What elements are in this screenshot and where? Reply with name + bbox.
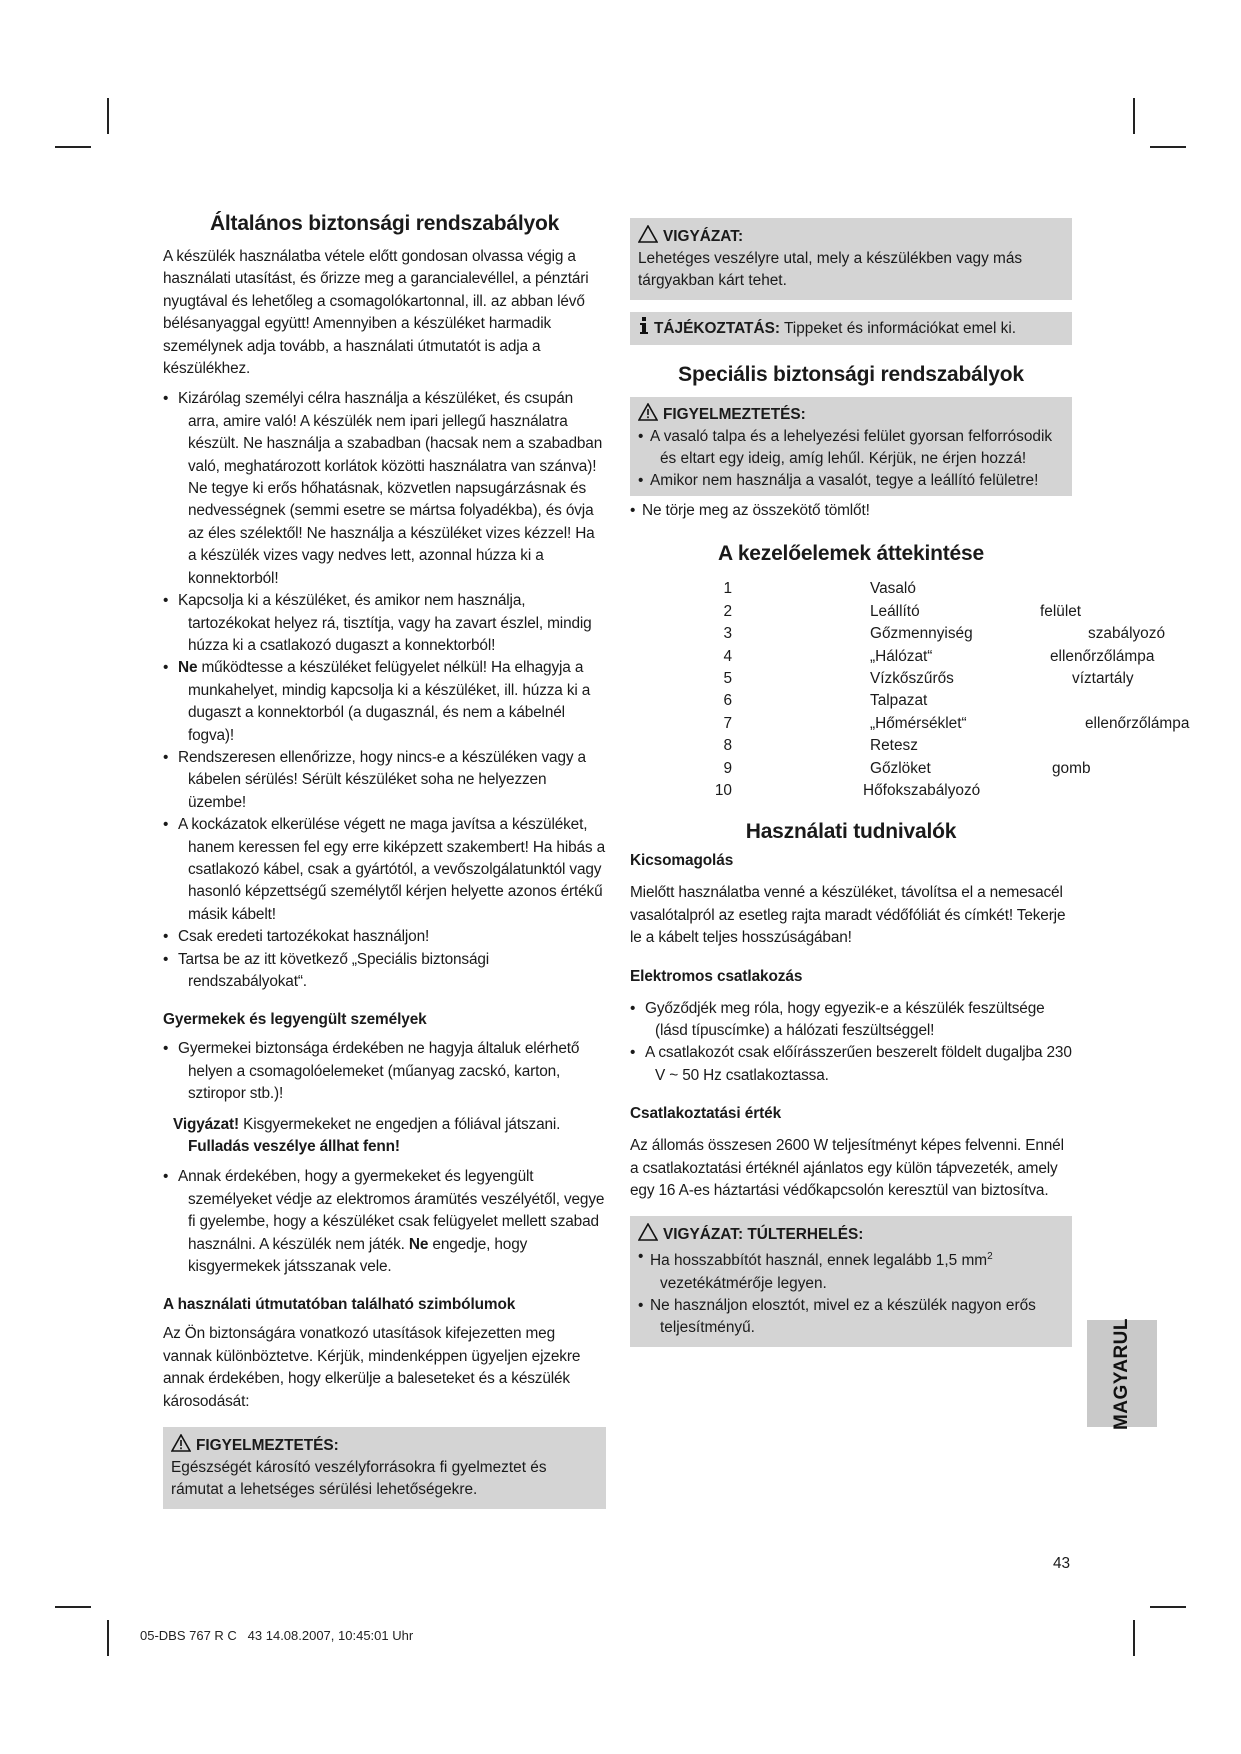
list-item: • Kapcsolja ki a készüléket, és amikor nem használja, tartozékokat helyez rá, tisztítja, vagy ha zavart észlel, mindig húzza ki a csatlakozó dugaszt a konnektorból! [163, 590, 606, 657]
suffocation-warning: Fulladás veszélye állhat fenn! [188, 1138, 400, 1156]
special-safety-title: Speciális biztonsági rendszabályok [678, 363, 1024, 386]
part-label: „Hálózat“ [870, 647, 933, 665]
info-text: Tippeket és információkat emel ki. [779, 320, 1017, 337]
general-safety-list [163, 388, 606, 993]
unpack-heading: Kicsomagolás [630, 852, 734, 870]
part-row [630, 623, 1165, 645]
warning-box-text: Egészségét károsító veszélyforrásokra fi gyelmeztet és rámutat a lehetséges sérülési lehetőségekre. [171, 1459, 547, 1499]
bullet-text: engedje, hogy kisgyermekek játsszanak vele. [188, 1235, 528, 1276]
list-item [638, 1246, 1062, 1294]
electric-list [630, 998, 1072, 1088]
warning-triangle-icon [171, 1434, 191, 1452]
info-box [630, 312, 1072, 345]
rating-heading: Csatlakoztatási érték [630, 1105, 782, 1123]
language-tab-label: MAGYARUL [1111, 1317, 1132, 1430]
list-item [163, 1166, 606, 1278]
part-number: 1 [723, 580, 732, 598]
list-item: • A csatlakozót csak előírásszerűen beszerelt földelt dugaljba 230 V ~ 50 Hz csatlakoztassa. [630, 1042, 1072, 1087]
parts-list [630, 578, 1190, 802]
crop-mark [55, 1606, 91, 1608]
bullet-text: Annak érdekében, hogy a gyermekeket és legyengült személyeket védje az elektromos áramütés veszélyétől, vegye fi gyelembe, hogy a készüléket csak felügyelet mellett szabad használni. A készülék nem játék. [178, 1168, 605, 1253]
overload-title-text: VIGYÁZAT: TÚLTERHELÉS: [663, 1226, 864, 1244]
part-number: 5 [723, 669, 732, 687]
ne-rest: működtesse a készüléket felügyelet nélkül! Ha elhagyja a munkahelyet, mindig kapcsolja ki a készüléket, ill. húzza ki a dugaszt a konnektorból (a dugasznál, és nem a kábelnél fogva)! [188, 659, 591, 744]
left-column [163, 212, 606, 1509]
list-item: • Kizárólag személyi célra használja a készüléket, és csupán arra, amire való! A készülék nem ipari jellegű használatra készült. Ne használja a szabadban (hacsak nem a szabadban való, meghatározott korlátok közötti használatra van szánva)! Ne tegye ki erős hőhatásnak, közvetlen napsugárzásnak és nedvességnek (semmi esetre se mártsa folyadékba), és óvja az éles szélektől! Ne használja a készüléket vizes kézzel! Ha a készülék vizes vagy nedves lett, azonnal húzza ki a konnektorból! [163, 388, 606, 590]
part-number: 2 [723, 602, 732, 620]
part-extra: szabályozó [1088, 625, 1165, 643]
part-row [630, 668, 1134, 690]
info-title: TÁJÉKOZTATÁS: [654, 320, 780, 337]
children-list-2 [163, 1166, 606, 1278]
crop-mark [1150, 146, 1186, 148]
part-label: Vasaló [870, 580, 916, 598]
part-extra: víztartály [1072, 669, 1134, 687]
list-item: • Amikor nem használja a vasalót, tegye a leállító felületre! [638, 470, 1062, 492]
part-number: 3 [723, 625, 732, 643]
part-row [630, 690, 1072, 712]
part-number: 10 [714, 781, 732, 799]
list-item: • A vasaló talpa és a lehelyezési felület gyorsan felforrósodik és eltart egy ideig, amíg lehűl. Kérjük, ne érjen hozzá! [638, 426, 1062, 470]
part-row [630, 713, 1190, 735]
part-label: Talpazat [870, 692, 928, 710]
rating-paragraph: Az állomás összesen 2600 W teljesítményt képes felvenni. Ennél a csatlakoztatási értéknél ajánlatos egy külön tápvezeték, amely egy 16 A-es háztartási védőkapcsolón keresztül van biztosítva. [630, 1137, 1064, 1199]
caution-text: Kisgyermekeket ne engedjen a fóliával játszani. [238, 1115, 561, 1133]
warning-box-title [171, 1434, 596, 1457]
crop-mark [107, 1620, 109, 1656]
special-warning-title [638, 403, 1062, 426]
caution-triangle-icon [638, 1223, 658, 1241]
children-heading: Gyermekek és legyengült személyek [163, 1011, 427, 1029]
part-number: 8 [723, 737, 732, 755]
special-warning-list [638, 426, 1062, 492]
usage-title: Használati tudnivalók [745, 820, 957, 844]
overload-list [638, 1246, 1062, 1338]
symbols-paragraph: Az Ön biztonságára vonatkozó utasítások kifejezetten meg vannak különböztetve. Kérjük, mindenképpen ügyeljen ejzekre annak érdekében, hogy elkerülje a baleseteket és a készülék károsodását: [163, 1325, 581, 1410]
page-number: 43 [1053, 1555, 1071, 1572]
caution-note [163, 1114, 606, 1159]
part-label: Retesz [870, 737, 918, 755]
part-extra: felület [1040, 602, 1082, 620]
superscript: 2 [987, 1251, 993, 1263]
special-warning-box [630, 397, 1072, 496]
list-item: • Rendszeresen ellenőrizze, hogy nincs-e a készüléken vagy a kábelen sérülés! Sérült készüléket soha ne helyezzen üzembe! [163, 747, 606, 814]
part-row [630, 601, 1082, 623]
list-item: • Ne használjon elosztót, mivel ez a készülék nagyon erős teljesítményű. [638, 1295, 1062, 1339]
electric-heading: Elektromos csatlakozás [630, 967, 803, 985]
caution-box [630, 218, 1072, 300]
item-text: vezetékátmérője legyen. [660, 1274, 827, 1292]
caution-bold: Vigyázat! [173, 1115, 239, 1133]
part-row [630, 735, 1072, 757]
list-item: • A kockázatok elkerülése végett ne maga javítsa a készüléket, hanem keressen fel egy erre kiképzett szakembert! Ha hibás a csatlakozó kábel, csak a gyártótól, a vevőszolgálatunktól vagy hasonló képzettségű személytől kérjen helyette azonos értékű másik kábelt! [163, 814, 606, 926]
ne-bold: Ne [408, 1235, 429, 1253]
list-item: • Tartsa be az itt következő „Speciális biztonsági rendszabályokat“. [163, 949, 606, 994]
general-safety-title: Általános biztonsági rendszabályok [209, 212, 560, 235]
list-item: • Ne törje meg az összekötő tömlőt! [630, 500, 1072, 522]
caution-box-title [638, 225, 1062, 248]
unpack-paragraph: Mielőtt használatba venné a készüléket, távolítsa el a nemesacél vasalótalpról az esetleg rajta maradt védőfóliát és címkét! Tekerje le a kábelt teljes hosszúságában! [630, 884, 1066, 947]
part-number: 7 [723, 714, 732, 732]
part-row [630, 646, 1155, 668]
warning-triangle-icon [638, 403, 658, 421]
part-row [630, 578, 1072, 600]
crop-mark [55, 146, 91, 148]
info-icon [638, 317, 650, 335]
item-text: Ha hosszabbítót használ, ennek legalább 1,5 mm [650, 1252, 988, 1270]
crop-mark [1133, 1620, 1135, 1656]
part-label: „Hőmérséklet“ [870, 714, 967, 732]
crop-mark [107, 98, 109, 134]
part-number: 4 [723, 647, 732, 665]
warning-title-text: FIGYELMEZTETÉS: [196, 1437, 339, 1455]
children-list [163, 1038, 606, 1105]
intro-paragraph: A készülék használatba vétele előtt gondosan olvassa végig a használati utasítást, és őrizze meg a garancialevéllel, a pénztári nyugtával és lehetőleg a csomagolókartonnal, ill. az abban lévő bélésanyaggal együtt! Amennyiben a készüléket harmadik személynek adja tovább, a használati útmutatót is adja a készülékhez. [163, 248, 589, 378]
list-item: • Győződjék meg róla, hogy egyezik-e a készülék feszültsége (lásd típuscímke) a hálózati feszültséggel! [630, 998, 1072, 1043]
special-warning-title-text: FIGYELMEZTETÉS: [663, 406, 806, 423]
overload-box [630, 1216, 1072, 1346]
caution-title-text: VIGYÁZAT: [663, 228, 744, 245]
special-list [630, 500, 1072, 522]
part-extra: ellenőrzőlámpa [1050, 647, 1155, 665]
language-tab [1087, 1317, 1157, 1430]
list-item: • Csak eredeti tartozékokat használjon! [163, 926, 606, 948]
list-item: • Gyermekei biztonsága érdekében ne hagyja általuk elérhető helyen a csomagolóelemeket (műanyag zacskó, karton, sztiropor stb.)! [163, 1038, 606, 1105]
controls-title: A kezelőelemek áttekintése [718, 542, 984, 566]
caution-box-text: Lehetéges veszélyre utal, mely a készülékben vagy más tárgyakban kárt tehet. [638, 250, 1023, 289]
part-extra: gomb [1052, 759, 1091, 777]
part-number: 9 [723, 759, 732, 777]
part-label: Hőfokszabályozó [863, 781, 981, 799]
part-extra: ellenőrzőlámpa [1085, 714, 1190, 732]
ne-bold: Ne [178, 659, 198, 677]
part-label: Gőzmennyiség [870, 625, 973, 643]
part-label: Gőzlöket [870, 759, 931, 777]
right-column [630, 218, 1190, 1347]
part-row [630, 758, 1091, 780]
part-label: Leállító [870, 602, 920, 620]
crop-mark [1133, 98, 1135, 134]
symbols-heading: A használati útmutatóban található szimbólumok [163, 1296, 516, 1314]
list-item [163, 657, 606, 747]
overload-box-title [638, 1223, 1062, 1246]
warning-box [163, 1427, 606, 1509]
part-label: Vízkőszűrős [870, 669, 954, 687]
part-row [630, 780, 1072, 802]
part-number: 6 [723, 692, 732, 710]
print-footer: 05-DBS 767 R C 43 14.08.2007, 10:45:01 Uhr [140, 1628, 414, 1643]
crop-mark [1150, 1606, 1186, 1608]
caution-triangle-icon [638, 225, 658, 243]
